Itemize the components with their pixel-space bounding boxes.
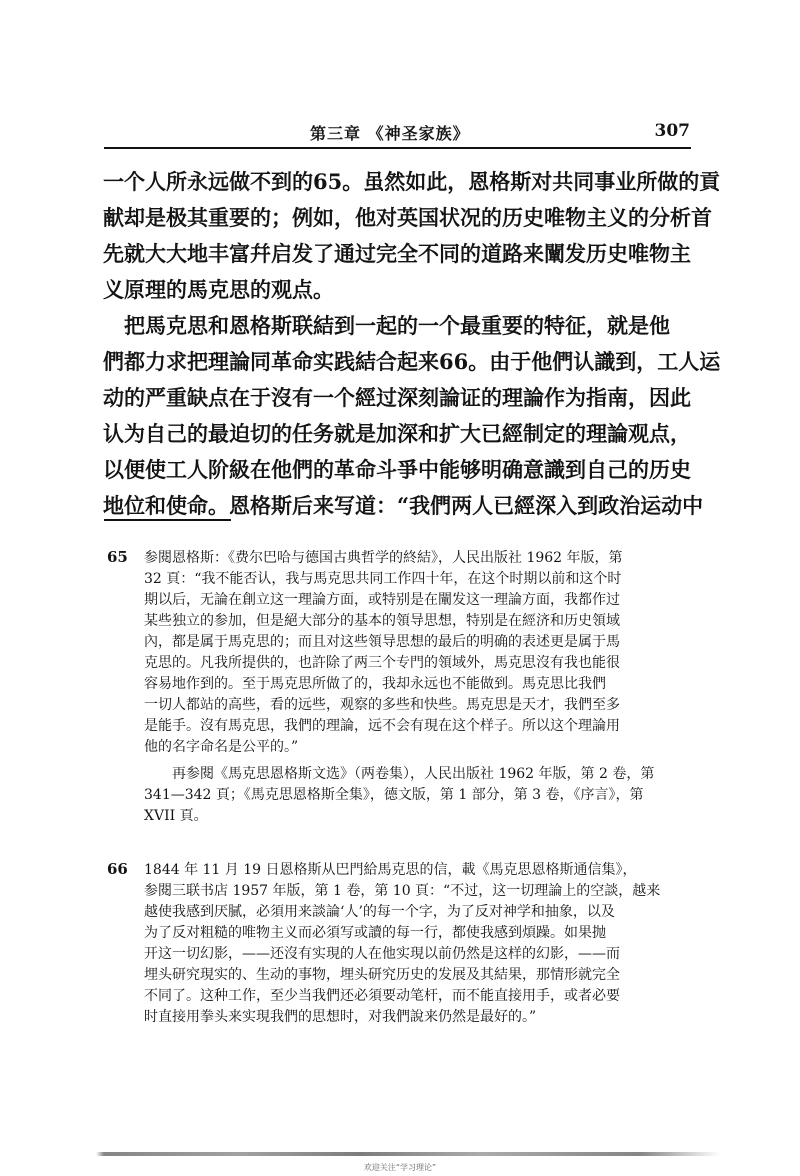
text-line: 献却是极其重要的；例如，他对英国状况的历史唯物主义的分析首	[103, 205, 712, 230]
footnote-line: 某些独立的参加，但是絕大部分的基本的領导思想，特别是在經济和历史領域	[144, 613, 620, 629]
footnote-line: 341—342 頁；《馬克思恩格斯全集》，德文版，第 1 部分，第 3 卷，《序言》，第	[144, 787, 644, 803]
footnote-line: 埋头研究現实的、生动的事物，埋头研究历史的发展及其結果，那情形就完全	[144, 967, 620, 983]
text-line: 以便使工人阶級在他們的革命斗爭中能够明确意識到自己的历史	[103, 457, 691, 482]
footnote-rule	[104, 519, 231, 521]
chapter-title: 第三章 《神圣家族》	[310, 124, 470, 143]
footnote-line: 是能手。沒有馬克思，我們的理論，远不会有現在这个样子。所以这个理論用	[144, 718, 620, 734]
scan-edge	[0, 1152, 800, 1156]
text-line: 义原理的馬克思的观点。	[103, 277, 334, 302]
footnote-line: 期以后，无論在創立这一理論方面，或特别是在闡发这一理論方面，我都作过	[144, 592, 620, 608]
footnote-line: 32 頁：“我不能否认，我与馬克思共同工作四十年，在这个时期以前和这个时	[144, 571, 622, 587]
text-line: 先就大大地丰富幷启发了通过完全不同的道路来闡发历史唯物主	[103, 241, 691, 266]
text-line: 一个人所永远做不到的65。虽然如此，恩格斯对共同事业所做的貢	[103, 169, 721, 194]
text-line: 們都力求把理論同革命实践結合起来66。由于他們认識到，工人运	[103, 349, 721, 374]
running-header	[105, 121, 690, 145]
text-line: 动的严重缺点在于沒有一个經过深刻論证的理論作为指南，因此	[103, 385, 691, 410]
footnote-number: 66	[107, 860, 128, 878]
footnote-line: 1844 年 11 月 19 日恩格斯从巴門給馬克思的信，載《馬克思恩格斯通信集》，	[144, 862, 637, 878]
footnote-line: 容易地作到的。至于馬克思所做了的，我却永远也不能做到。馬克思比我們	[144, 676, 606, 692]
footnote-line: 克思的。凡我所提供的，也許除了两三个专門的領域外，馬克思沒有我也能很	[144, 655, 620, 671]
footer-watermark: 欢迎关注“学习理论”	[363, 1163, 437, 1172]
page-number: 307	[654, 121, 690, 141]
text-line: 把馬克思和恩格斯联結到一起的一个最重要的特征，就是他	[103, 313, 670, 338]
footnote-line: 为了反对粗糙的唯物主义而必須写或讀的每一行，都使我感到煩躁。如果抛	[144, 925, 606, 941]
text-line: 认为自己的最迫切的任务就是加深和扩大已經制定的理論观点，	[103, 421, 691, 446]
footnote-number: 65	[107, 548, 128, 566]
footnote-line: 参閱恩格斯：《费尔巴哈与德国古典哲学的終結》，人民出版社 1962 年版，第	[144, 550, 623, 566]
footnote-line: 他的名字命名是公平的。”	[144, 739, 299, 755]
footnote-line: XVII 頁。	[144, 808, 208, 824]
footnote-line: 时直接用拳头来实現我們的思想时，对我們說来仍然是最好的。”	[144, 1009, 537, 1025]
main-text	[103, 164, 721, 524]
footnote-line: 开这一切幻影，——还沒有实現的人在他实現以前仍然是这样的幻影，——而	[144, 946, 620, 962]
footnote-line: 一切人都站的高些，看的远些，观察的多些和快些。馬克思是天才，我們至多	[144, 697, 620, 713]
header-rule	[104, 147, 691, 149]
footnote-line: 参閱三联书店 1957 年版，第 1 卷，第 10 頁：“不过，这一切理論上的空談，越来	[144, 883, 661, 899]
footnote-line: 不同了。这种工作，至少当我們还必須要动笔杆，而不能直接用手，或者必要	[144, 988, 620, 1004]
footnote-line: 再参閱《馬克思恩格斯文选》（两卷集），人民出版社 1962 年版，第 2 卷，第	[172, 766, 655, 782]
footnote-line: 越使我感到厌膩，必須用来談論‘人’的每一个字，为了反对神学和抽象，以及	[144, 904, 615, 920]
text-line: 地位和使命。恩格斯后来写道：“我們两人已經深入到政治运动中	[103, 493, 704, 518]
footnote-line: 內，都是属于馬克思的；而且对这些領导思想的最后的明确的表述更是属于馬	[144, 634, 620, 650]
